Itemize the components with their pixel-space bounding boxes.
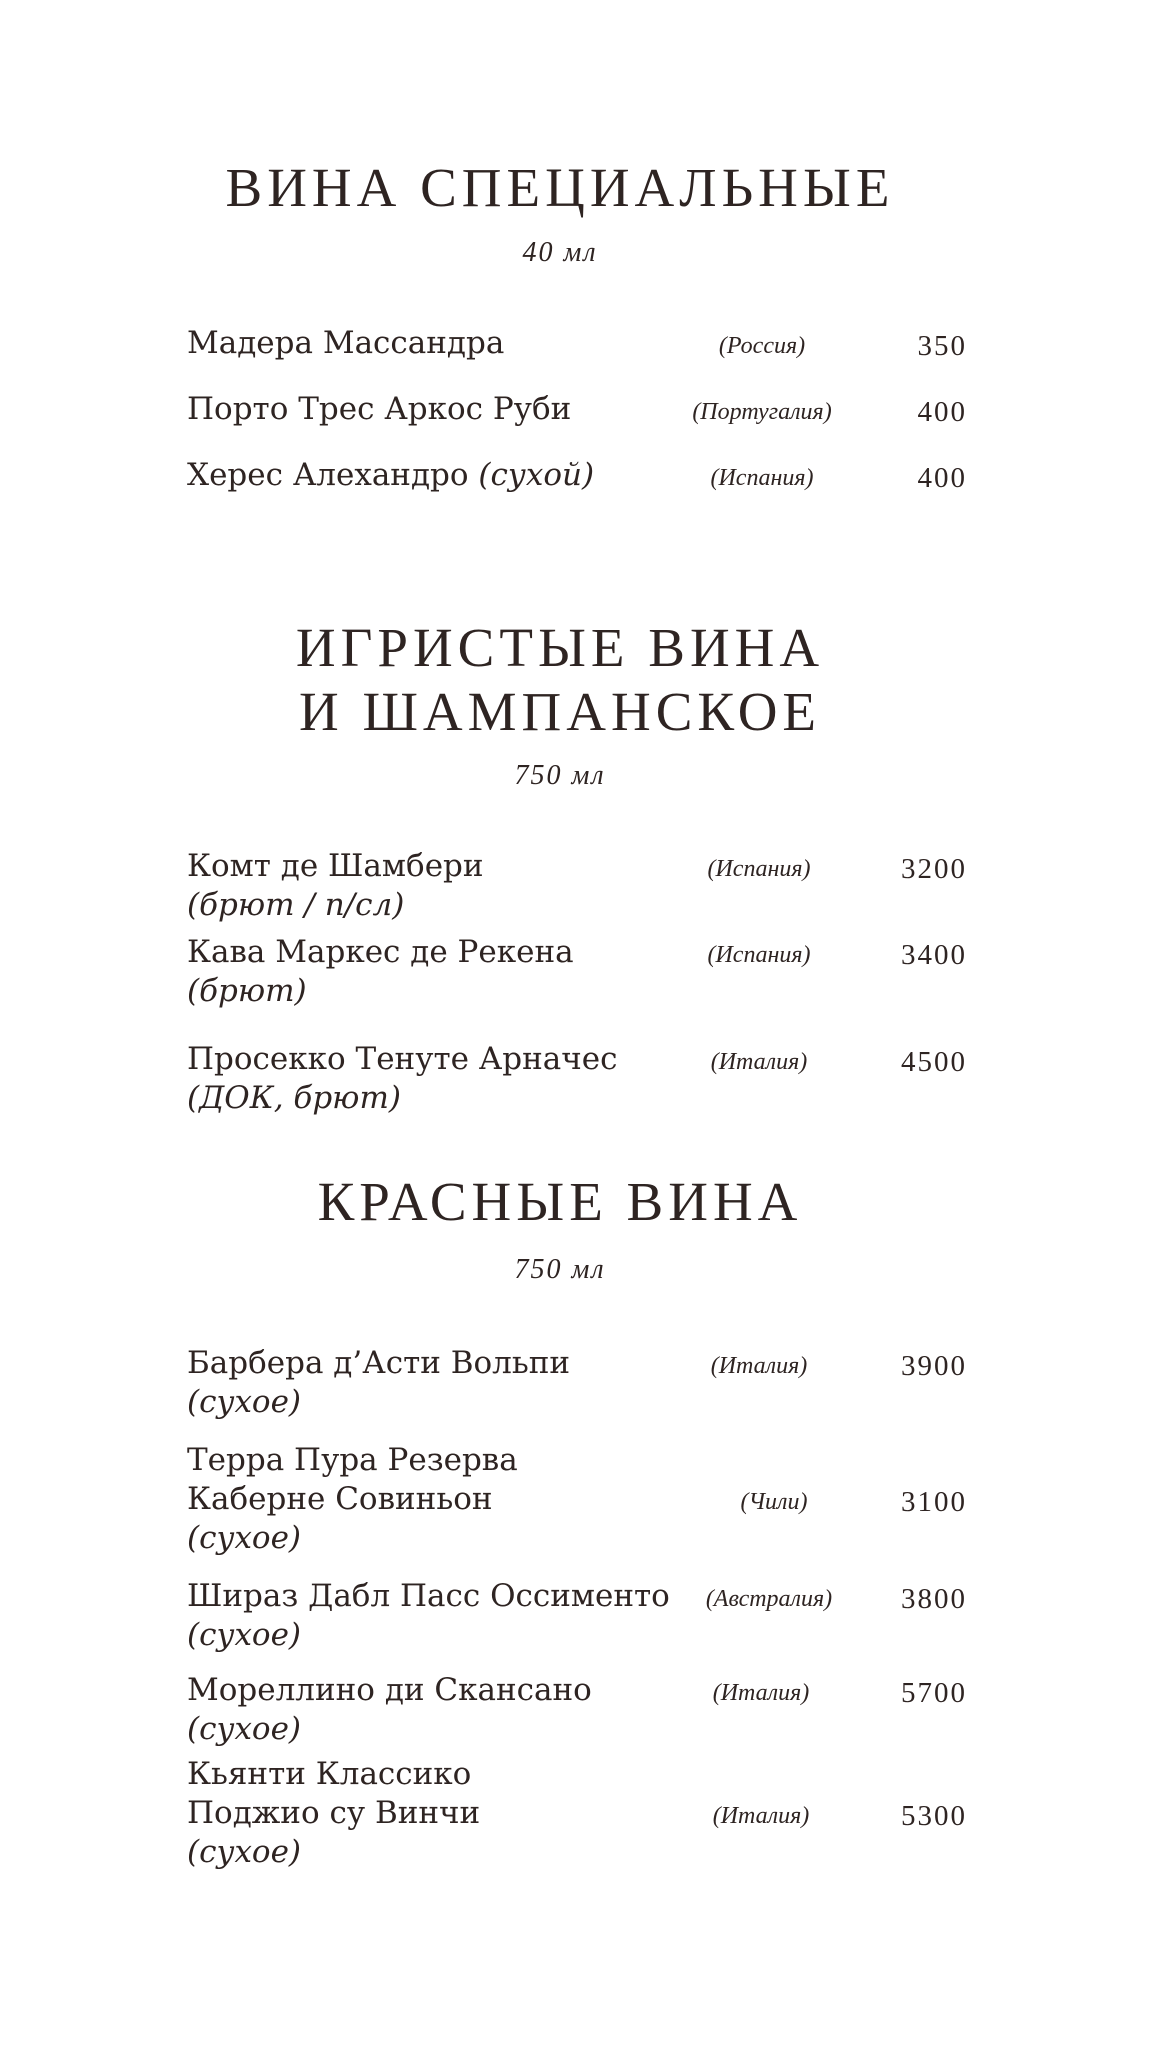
item-name-line: Шираз Дабл Пасс Оссименто — [187, 1578, 670, 1614]
item-price: 5300 — [901, 1800, 967, 1832]
item-country: (Италия) — [712, 1803, 810, 1829]
menu-item — [187, 933, 967, 1033]
item-country: (Испания) — [707, 942, 811, 968]
item-note: (брют) — [187, 973, 307, 1009]
item-name — [187, 1671, 687, 1749]
item-name-line: Каберне Совиньон — [187, 1481, 493, 1517]
section-title-sparkling-wines — [0, 616, 1120, 744]
section-volume: 750 мл — [514, 760, 606, 791]
menu-item — [187, 1577, 967, 1677]
menu-item — [187, 1441, 967, 1571]
item-price: 3900 — [901, 1350, 967, 1382]
section-title-line: ВИНА СПЕЦИАЛЬНЫЕ — [225, 157, 895, 218]
menu-item — [187, 847, 967, 947]
item-country: (Чили) — [740, 1489, 808, 1515]
item-name — [187, 1577, 687, 1655]
item-price: 400 — [917, 396, 967, 428]
item-price: 5700 — [901, 1677, 967, 1709]
section-title-line: КРАСНЫЕ ВИНА — [317, 1171, 803, 1232]
item-name — [187, 390, 687, 429]
menu-item — [187, 456, 967, 556]
item-name-line: Комт де Шамбери — [187, 848, 484, 884]
item-name — [187, 1755, 687, 1872]
item-name-line: Поджио су Винчи — [187, 1795, 481, 1831]
item-country: (Россия) — [718, 333, 806, 359]
item-name — [187, 1441, 687, 1558]
item-name — [187, 1040, 687, 1118]
section-volume: 40 мл — [522, 237, 598, 268]
item-country: (Австралия) — [705, 1586, 833, 1612]
item-name-line: Просекко Тенуте Арначес — [187, 1041, 618, 1077]
item-price: 3200 — [901, 853, 967, 885]
item-name-line: Кьянти Классико — [187, 1756, 472, 1792]
item-price: 3400 — [901, 939, 967, 971]
item-note: (ДОК, брют) — [187, 1080, 401, 1116]
item-note: (брют / п/сл) — [187, 887, 405, 923]
menu-item — [187, 1040, 967, 1140]
item-name — [187, 1344, 687, 1422]
item-name-line: Барбера д’Асти Вольпи — [187, 1345, 571, 1381]
item-country: (Италия) — [712, 1680, 810, 1706]
item-name — [187, 847, 687, 925]
item-name-line: Херес Алехандро — [187, 457, 469, 493]
item-name — [187, 324, 687, 363]
item-price: 400 — [917, 462, 967, 494]
item-country: (Португалия) — [692, 399, 832, 425]
item-price: 3800 — [901, 1583, 967, 1615]
menu-item — [187, 1344, 967, 1444]
section-title-red-wines — [0, 1170, 1120, 1234]
item-name-line: Кава Маркес де Рекена — [187, 934, 574, 970]
item-price: 350 — [917, 330, 967, 362]
item-note: (сухое) — [187, 1520, 302, 1556]
section-volume: 750 мл — [514, 1254, 606, 1285]
item-country: (Италия) — [710, 1353, 808, 1379]
item-note: (сухое) — [187, 1384, 302, 1420]
menu-item — [187, 1755, 967, 1885]
item-note: (сухое) — [187, 1711, 302, 1747]
item-note: (сухое) — [187, 1617, 302, 1653]
item-country: (Италия) — [710, 1049, 808, 1075]
section-title-special-wines — [0, 156, 1120, 220]
item-country: (Испания) — [710, 465, 814, 491]
item-name-line: Порто Трес Аркос Руби — [187, 391, 572, 427]
item-country: (Испания) — [707, 856, 811, 882]
item-price: 3100 — [901, 1486, 967, 1518]
item-inline-note: (сухой) — [478, 457, 595, 493]
item-name — [187, 456, 687, 495]
section-title-line: И ШАМПАНСКОЕ — [298, 681, 822, 742]
item-price: 4500 — [901, 1046, 967, 1078]
item-name-line: Мадера Массандра — [187, 325, 505, 361]
section-title-line: ИГРИСТЫЕ ВИНА — [295, 617, 825, 678]
item-name-line: Мореллино ди Скансано — [187, 1672, 592, 1708]
item-name — [187, 933, 687, 1011]
item-note: (сухое) — [187, 1834, 302, 1870]
item-name-line: Терра Пура Резерва — [187, 1442, 518, 1478]
